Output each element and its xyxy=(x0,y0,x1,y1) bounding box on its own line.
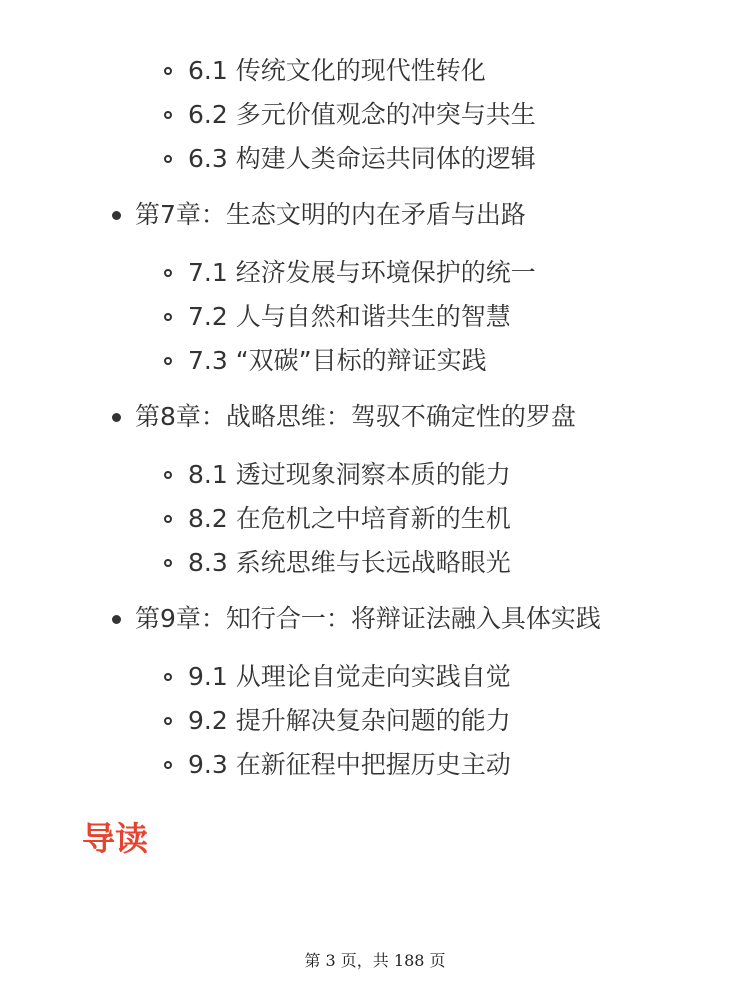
filled-bullet-icon xyxy=(112,211,121,220)
toc-chapter xyxy=(0,399,750,435)
toc-chapter-text: 第9章：知行合一：将辩证法融入具体实践 xyxy=(135,604,601,633)
toc-item xyxy=(0,97,750,133)
toc-item xyxy=(0,141,750,177)
toc-item xyxy=(0,747,750,783)
hollow-bullet-icon xyxy=(164,673,172,681)
toc-item xyxy=(0,457,750,493)
toc-item xyxy=(0,545,750,581)
toc-chapter xyxy=(0,197,750,233)
hollow-bullet-icon xyxy=(164,313,172,321)
toc-item-text: 9.3 在新征程中把握历史主动 xyxy=(188,750,511,779)
hollow-bullet-icon xyxy=(164,471,172,479)
section-heading: 导读 xyxy=(82,819,148,858)
hollow-bullet-icon xyxy=(164,155,172,163)
toc-item-text: 9.1 从理论自觉走向实践自觉 xyxy=(188,662,511,691)
toc-item xyxy=(0,659,750,695)
filled-bullet-icon xyxy=(112,413,121,422)
page-footer: 第 3 页，共 188 页 xyxy=(304,951,446,970)
hollow-bullet-icon xyxy=(164,761,172,769)
toc-item-text: 6.2 多元价值观念的冲突与共生 xyxy=(188,100,536,129)
toc-item xyxy=(0,299,750,335)
toc-item xyxy=(0,703,750,739)
hollow-bullet-icon xyxy=(164,717,172,725)
hollow-bullet-icon xyxy=(164,111,172,119)
toc-chapter-text: 第8章：战略思维：驾驭不确定性的罗盘 xyxy=(135,402,576,431)
toc-chapter-text: 第7章：生态文明的内在矛盾与出路 xyxy=(135,200,526,229)
toc-item-text: 6.1 传统文化的现代性转化 xyxy=(188,56,486,85)
toc-item-text: 8.2 在危机之中培育新的生机 xyxy=(188,504,511,533)
filled-bullet-icon xyxy=(112,615,121,624)
hollow-bullet-icon xyxy=(164,67,172,75)
toc-item xyxy=(0,53,750,89)
hollow-bullet-icon xyxy=(164,515,172,523)
toc-item-text: 6.3 构建人类命运共同体的逻辑 xyxy=(188,144,536,173)
toc-item-text: 8.3 系统思维与长远战略眼光 xyxy=(188,548,511,577)
toc-chapter xyxy=(0,601,750,637)
hollow-bullet-icon xyxy=(164,357,172,365)
toc-item-text: 9.2 提升解决复杂问题的能力 xyxy=(188,706,511,735)
hollow-bullet-icon xyxy=(164,559,172,567)
toc-item-text: 7.3 “双碳”目标的辩证实践 xyxy=(188,346,487,375)
toc-item xyxy=(0,343,750,379)
toc-item-text: 8.1 透过现象洞察本质的能力 xyxy=(188,460,511,489)
toc-item xyxy=(0,501,750,537)
toc-item xyxy=(0,255,750,291)
toc-item-text: 7.1 经济发展与环境保护的统一 xyxy=(188,258,536,287)
hollow-bullet-icon xyxy=(164,269,172,277)
toc-item-text: 7.2 人与自然和谐共生的智慧 xyxy=(188,302,511,331)
